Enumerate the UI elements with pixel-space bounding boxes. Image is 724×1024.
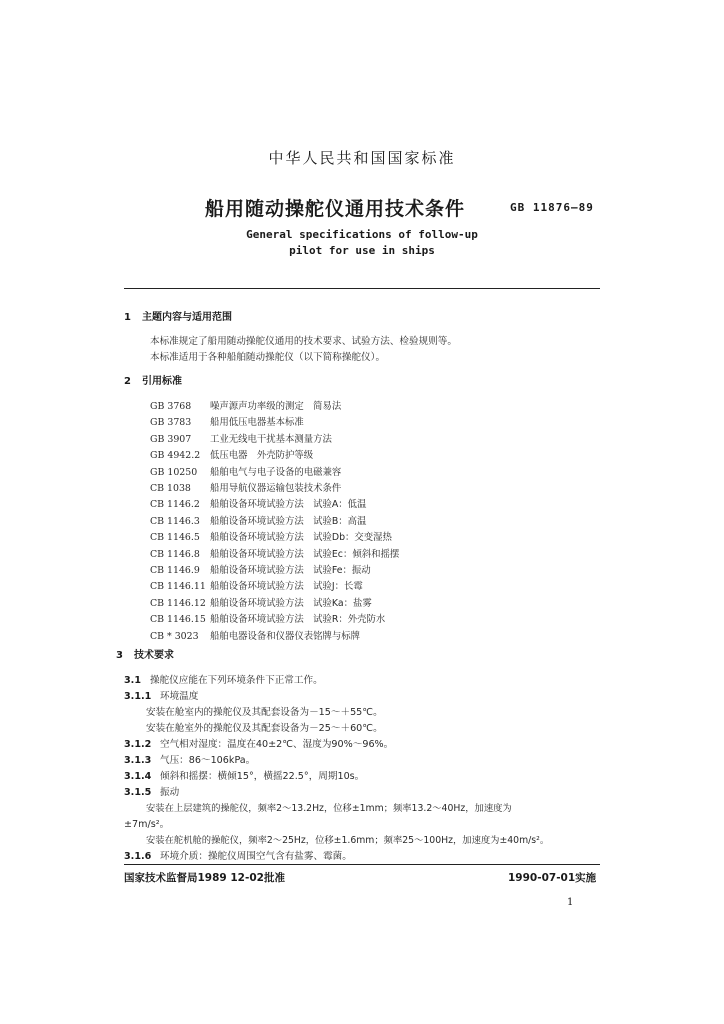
clause-number: 3.1.3 bbox=[124, 755, 152, 766]
section-title: 技术要求 bbox=[134, 650, 174, 661]
clause-text: 环境介质：操舵仪周围空气含有盐雾、霉菌。 bbox=[160, 851, 352, 862]
document-title-cn: 船用随动操舵仪通用技术条件 bbox=[205, 198, 466, 220]
reference-code: CB 1146.8 bbox=[150, 548, 200, 560]
reference-item bbox=[150, 628, 360, 642]
section-number: 3 bbox=[116, 650, 123, 661]
reference-code: CB 1146.11 bbox=[150, 581, 206, 593]
clause-3-1-1-outdoor: 安装在舱室外的操舵仪及其配套设备为－25～＋60℃。 bbox=[146, 723, 383, 734]
clause-3-1-3 bbox=[124, 752, 255, 766]
section-1-para-2: 本标准适用于各种船舶随动操舵仪（以下简称操舵仪）。 bbox=[150, 352, 386, 363]
clause-text: 气压：86～106kPa。 bbox=[160, 755, 256, 766]
reference-code: GB 3907 bbox=[150, 433, 192, 445]
reference-code: CB 1146.15 bbox=[150, 614, 206, 626]
section-1-para-1: 本标准规定了船用随动操舵仪通用的技术要求、试验方法、检验规则等。 bbox=[150, 336, 457, 347]
reference-item bbox=[150, 578, 363, 592]
clause-number: 3.1.2 bbox=[124, 739, 152, 750]
reference-code: GB 10250 bbox=[150, 466, 198, 478]
reference-code: CB 1146.2 bbox=[150, 499, 200, 511]
reference-title: 船舶设备环境试验方法 试验A：低温 bbox=[210, 499, 367, 511]
reference-title: 船舶设备环境试验方法 试验Ka：盐雾 bbox=[210, 597, 372, 609]
header-divider bbox=[124, 288, 600, 289]
page-number: 1 bbox=[567, 897, 574, 908]
section-1-heading bbox=[124, 308, 232, 323]
reference-title: 船舶设备环境试验方法 试验B：高温 bbox=[210, 515, 367, 527]
clause-3-1-5-superstructure-cont: ±7m/s²。 bbox=[124, 819, 170, 830]
clause-number: 3.1 bbox=[124, 675, 141, 686]
reference-item bbox=[150, 464, 341, 478]
reference-title: 船舶设备环境试验方法 试验Ec：倾斜和摇摆 bbox=[210, 548, 400, 560]
reference-code: CB 1038 bbox=[150, 483, 191, 494]
reference-title: 低压电器 外壳防护等级 bbox=[210, 450, 314, 462]
clause-text: 环境温度 bbox=[160, 691, 199, 702]
reference-code: CB 1146.5 bbox=[150, 532, 200, 544]
reference-item bbox=[150, 447, 313, 461]
reference-title: 船舶设备环境试验方法 试验J：长霉 bbox=[210, 581, 363, 593]
reference-item bbox=[150, 595, 372, 609]
reference-title: 工业无线电干扰基本测量方法 bbox=[210, 433, 332, 445]
clause-text: 空气相对湿度：温度在40±2℃、湿度为90%～96%。 bbox=[160, 739, 394, 750]
reference-code: CB 1146.12 bbox=[150, 597, 206, 609]
reference-title: 噪声源声功率级的测定 简易法 bbox=[210, 401, 342, 412]
clause-number: 3.1.6 bbox=[124, 851, 152, 862]
clause-3-1-1 bbox=[124, 688, 198, 702]
clause-text: 操舵仪应能在下列环境条件下正常工作。 bbox=[150, 675, 323, 686]
reference-item bbox=[150, 496, 366, 510]
reference-item bbox=[150, 611, 385, 625]
reference-title: 船用导航仪器运输包装技术条件 bbox=[210, 483, 342, 494]
clause-number: 3.1.5 bbox=[124, 787, 152, 798]
clause-3-1 bbox=[124, 672, 323, 686]
reference-code: GB 3783 bbox=[150, 417, 192, 429]
clause-3-1-4 bbox=[124, 768, 364, 782]
reference-code: GB 4942.2 bbox=[150, 450, 201, 462]
clause-number: 3.1.1 bbox=[124, 691, 152, 702]
reference-item bbox=[150, 480, 341, 494]
section-2-heading bbox=[124, 372, 182, 387]
reference-item bbox=[150, 414, 304, 428]
reference-item bbox=[150, 398, 341, 412]
clause-3-1-5-steering-gear-room: 安装在舵机舱的操舵仪，频率2～25Hz，位移±1.6mm；频率25～100Hz，加速度为±40m/s²。 bbox=[146, 835, 550, 846]
reference-item bbox=[150, 546, 399, 560]
approval-note: 国家技术监督局1989 12-02批准 bbox=[124, 872, 285, 884]
clause-3-1-5 bbox=[124, 784, 179, 798]
reference-item bbox=[150, 529, 392, 543]
reference-item bbox=[150, 513, 366, 527]
reference-title: 船舶设备环境试验方法 试验Fe：振动 bbox=[210, 565, 371, 576]
reference-title: 船用低压电器基本标准 bbox=[210, 417, 304, 429]
reference-code: GB 3768 bbox=[150, 401, 192, 412]
reference-code: CB * 3023 bbox=[150, 630, 199, 642]
document-title-en-line1: General specifications of follow-up bbox=[246, 228, 478, 241]
document-title-en-line2: pilot for use in ships bbox=[289, 244, 435, 257]
reference-code: CB 1146.9 bbox=[150, 565, 200, 576]
footer-divider bbox=[124, 864, 600, 865]
reference-title: 船舶设备环境试验方法 试验Db：交变湿热 bbox=[210, 532, 392, 544]
section-title: 引用标准 bbox=[142, 376, 182, 387]
reference-item bbox=[150, 431, 332, 445]
clause-3-1-5-superstructure: 安装在上层建筑的操舵仪，频率2～13.2Hz，位移±1mm；频率13.2～40Hz，加速度为 bbox=[146, 803, 512, 814]
clause-text: 振动 bbox=[160, 787, 180, 798]
clause-3-1-2 bbox=[124, 736, 393, 750]
section-number: 2 bbox=[124, 376, 131, 387]
clause-number: 3.1.4 bbox=[124, 771, 152, 782]
section-number: 1 bbox=[124, 312, 131, 323]
clause-text: 倾斜和摇摆：横倾15°，横摇22.5°，周期10s。 bbox=[160, 771, 365, 782]
reference-item bbox=[150, 562, 371, 576]
section-title: 主题内容与适用范围 bbox=[142, 312, 232, 323]
clause-3-1-6 bbox=[124, 848, 352, 862]
reference-title: 船舶电气与电子设备的电磁兼容 bbox=[210, 466, 342, 478]
reference-title: 船舶设备环境试验方法 试验R：外壳防水 bbox=[210, 614, 386, 626]
issuing-country-header: 中华人民共和国国家标准 bbox=[268, 149, 456, 167]
section-3-heading bbox=[116, 646, 174, 661]
reference-code: CB 1146.3 bbox=[150, 515, 200, 527]
clause-3-1-1-indoor: 安装在舱室内的操舵仪及其配套设备为－15～＋55℃。 bbox=[146, 707, 383, 718]
effective-date: 1990-07-01实施 bbox=[508, 872, 597, 884]
standard-code: GB 11876—89 bbox=[510, 201, 594, 214]
reference-title: 船舶电器设备和仪器仪表铭牌与标牌 bbox=[210, 630, 361, 642]
